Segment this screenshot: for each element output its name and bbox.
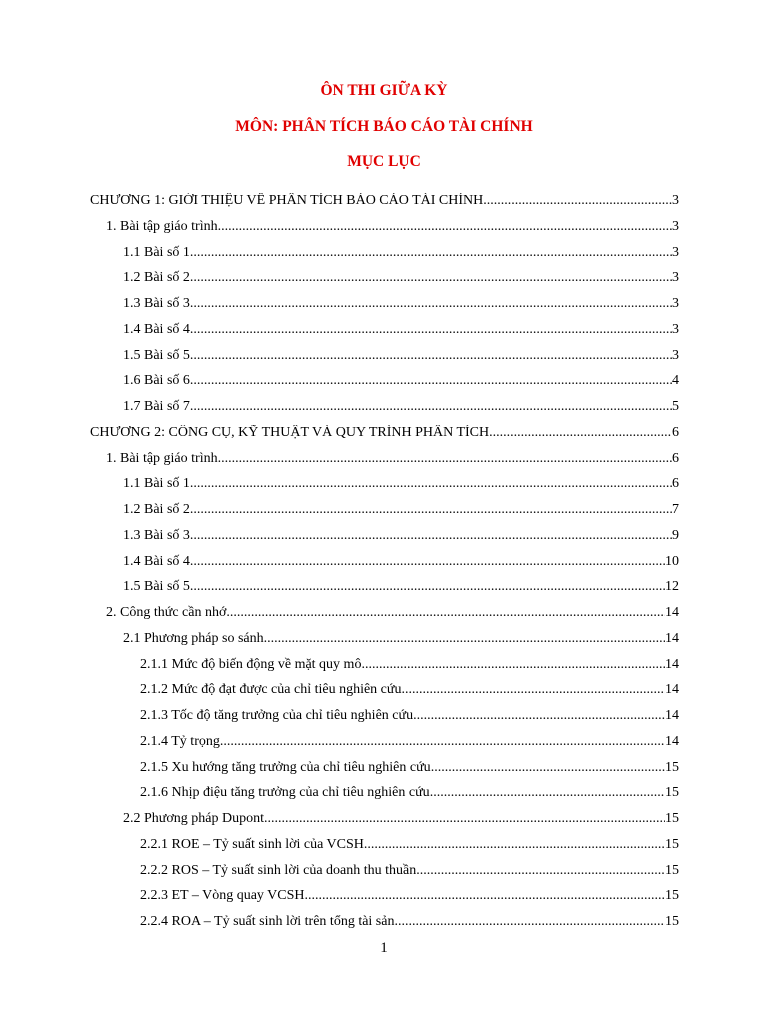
toc-entry[interactable] bbox=[90, 425, 679, 447]
toc-leader-dots bbox=[190, 270, 672, 286]
exam-title: ÔN THI GIỮA KỲ bbox=[320, 82, 448, 99]
toc-leader-dots bbox=[220, 734, 665, 750]
toc-entry-page: 3 bbox=[672, 193, 679, 208]
toc-leader-dots bbox=[190, 348, 672, 364]
toc-entry-label: 1.4 Bài số 4 bbox=[123, 321, 190, 337]
toc-entry-label: 2.1.1 Mức độ biến động về mặt quy mô bbox=[140, 656, 362, 672]
toc-entry-page: 15 bbox=[665, 836, 679, 852]
toc-entry-label: 2.1.3 Tốc độ tăng trưởng của chỉ tiêu nghiên cứu bbox=[140, 708, 414, 723]
toc-leader-dots bbox=[190, 399, 672, 415]
subject-title: MÔN: PHÂN TÍCH BÁO CÁO TÀI CHÍNH bbox=[235, 117, 533, 135]
toc-entry-page: 5 bbox=[672, 399, 679, 414]
toc-leader-dots bbox=[190, 528, 672, 544]
toc-entry-label: 2.1 Phương pháp so sánh bbox=[123, 630, 264, 646]
toc-entry[interactable] bbox=[123, 502, 679, 524]
toc-entry[interactable] bbox=[123, 528, 679, 550]
toc-entry-label: 1.6 Bài số 6 bbox=[123, 373, 190, 389]
toc-entry-label: 1.1 Bài số 1 bbox=[123, 476, 190, 492]
toc-entry-label: 1.1 Bài số 1 bbox=[123, 244, 190, 260]
toc-entry-label: 1.3 Bài số 3 bbox=[123, 527, 190, 543]
toc-entry-page: 15 bbox=[665, 811, 679, 826]
toc-entry-page: 15 bbox=[665, 914, 679, 929]
toc-entry-page: 15 bbox=[665, 785, 679, 801]
toc-entry-page: 4 bbox=[672, 373, 679, 389]
toc-leader-dots bbox=[394, 914, 665, 930]
toc-entry[interactable] bbox=[123, 554, 679, 576]
toc-entry[interactable] bbox=[123, 476, 679, 498]
toc-entry-label: 2. Công thức cần nhớ bbox=[106, 605, 227, 620]
toc-entry-label: 1. Bài tập giáo trình bbox=[106, 218, 218, 234]
toc-entry[interactable] bbox=[123, 631, 679, 653]
toc-entry[interactable] bbox=[123, 348, 679, 370]
toc-entry-label: CHƯƠNG 2: CÔNG CỤ, KỸ THUẬT VÀ QUY TRÌNH PHÂN TÍCH bbox=[90, 424, 490, 440]
toc-entry[interactable] bbox=[123, 245, 679, 267]
toc-leader-dots bbox=[190, 579, 665, 595]
toc-entry-label: 2.2.4 ROA – Tỷ suất sinh lời trên tổng tài sản bbox=[140, 914, 395, 929]
toc-leader-dots bbox=[483, 193, 672, 209]
toc-entry[interactable] bbox=[123, 811, 679, 833]
toc-leader-dots bbox=[489, 425, 672, 441]
toc-entry-page: 3 bbox=[672, 296, 679, 311]
toc-entry-label: 2.1.2 Mức độ đạt được của chỉ tiêu nghiên cứu bbox=[140, 682, 402, 698]
toc-entry[interactable] bbox=[123, 399, 679, 421]
toc-entry-page: 6 bbox=[672, 424, 679, 440]
toc-leader-dots bbox=[190, 502, 672, 518]
toc-entry[interactable] bbox=[140, 785, 679, 807]
toc-entry[interactable] bbox=[140, 914, 679, 936]
toc-entry-page: 3 bbox=[672, 218, 679, 234]
toc-entry-page: 3 bbox=[672, 244, 679, 260]
toc-entry-label: 1.3 Bài số 3 bbox=[123, 296, 190, 311]
toc-entry-page: 15 bbox=[665, 862, 679, 878]
toc-entry-page: 14 bbox=[665, 656, 679, 672]
toc-leader-dots bbox=[413, 708, 665, 724]
toc-leader-dots bbox=[190, 373, 672, 389]
toc-entry[interactable] bbox=[106, 219, 679, 241]
toc-leader-dots bbox=[190, 554, 665, 570]
toc-entry[interactable] bbox=[140, 863, 679, 885]
toc-leader-dots bbox=[190, 245, 672, 261]
toc-entry-page: 9 bbox=[672, 527, 679, 543]
toc-entry-page: 3 bbox=[672, 270, 679, 286]
toc-leader-dots bbox=[226, 605, 665, 621]
toc-entry-page: 6 bbox=[672, 450, 679, 466]
toc-heading: MỤC LỤC bbox=[347, 153, 421, 170]
toc-entry-page: 12 bbox=[665, 579, 679, 595]
toc-leader-dots bbox=[264, 631, 665, 647]
toc-leader-dots bbox=[402, 682, 666, 698]
toc-entry-page: 3 bbox=[672, 347, 679, 363]
toc-leader-dots bbox=[190, 296, 672, 312]
toc-entry[interactable] bbox=[123, 270, 679, 292]
toc-entry-label: 2.2.1 ROE – Tỷ suất sinh lời của VCSH bbox=[140, 836, 364, 852]
toc-entry-label: 1.5 Bài số 5 bbox=[123, 579, 190, 595]
toc-entry-label: 1.4 Bài số 4 bbox=[123, 553, 190, 569]
toc-entry[interactable] bbox=[106, 605, 679, 627]
toc-entry-label: 1.5 Bài số 5 bbox=[123, 347, 190, 363]
toc-entry[interactable] bbox=[140, 888, 679, 910]
toc-entry[interactable] bbox=[140, 708, 679, 730]
toc-entry-page: 14 bbox=[665, 630, 679, 646]
toc-entry[interactable] bbox=[106, 451, 679, 473]
toc-entry-page: 14 bbox=[665, 605, 679, 620]
toc-entry[interactable] bbox=[140, 837, 679, 859]
toc-entry-page: 3 bbox=[672, 321, 679, 337]
toc-entry-label: 2.1.5 Xu hướng tăng trưởng của chỉ tiêu nghiên cứu bbox=[140, 759, 431, 775]
toc-entry-label: 1.7 Bài số 7 bbox=[123, 399, 190, 414]
toc-leader-dots bbox=[218, 219, 672, 235]
toc-entry[interactable] bbox=[123, 322, 679, 344]
toc-leader-dots bbox=[190, 476, 672, 492]
toc-entry-label: 2.1.6 Nhịp điệu tăng trưởng của chỉ tiêu nghiên cứu bbox=[140, 785, 430, 801]
toc-entry-label: 2.1.4 Tỷ trọng bbox=[140, 733, 220, 749]
toc-entry[interactable] bbox=[123, 579, 679, 601]
toc-entry-label: 2.2.2 ROS – Tỷ suất sinh lời của doanh thu thuần bbox=[140, 862, 417, 878]
toc-entry[interactable] bbox=[140, 760, 679, 782]
title-block bbox=[0, 80, 768, 187]
toc-entry[interactable] bbox=[140, 657, 679, 679]
toc-entry-page: 6 bbox=[672, 476, 679, 492]
toc-entry-page: 14 bbox=[665, 733, 679, 749]
toc-entry-page: 7 bbox=[672, 502, 679, 517]
toc-leader-dots bbox=[416, 863, 665, 879]
toc-leader-dots bbox=[431, 760, 665, 776]
toc-entry-page: 14 bbox=[665, 682, 679, 698]
toc-entry-page: 15 bbox=[665, 759, 679, 775]
toc-leader-dots bbox=[364, 837, 665, 853]
toc-leader-dots bbox=[218, 451, 672, 467]
toc-entry-page: 15 bbox=[665, 888, 679, 904]
toc-leader-dots bbox=[264, 811, 665, 827]
toc-entry[interactable] bbox=[90, 193, 679, 215]
toc-leader-dots bbox=[190, 322, 672, 338]
toc-entry-label: 1.2 Bài số 2 bbox=[123, 270, 190, 286]
toc-leader-dots bbox=[430, 785, 665, 801]
toc-entry-label: CHƯƠNG 1: GIỚI THIỆU VỀ PHÂN TÍCH BÁO CÁO TÀI CHÍNH bbox=[90, 193, 484, 208]
toc-entry[interactable] bbox=[140, 734, 679, 756]
toc-leader-dots bbox=[361, 657, 665, 673]
toc-entry-label: 1.2 Bài số 2 bbox=[123, 502, 190, 517]
toc-leader-dots bbox=[305, 888, 665, 904]
toc-entry[interactable] bbox=[123, 296, 679, 318]
toc-entry-label: 2.2 Phương pháp Dupont bbox=[123, 811, 264, 826]
toc-entry-label: 1. Bài tập giáo trình bbox=[106, 450, 218, 466]
toc-entry-label: 2.2.3 ET – Vòng quay VCSH bbox=[140, 888, 305, 904]
page-number: 1 bbox=[380, 940, 388, 956]
toc-entry[interactable] bbox=[123, 373, 679, 395]
toc-entry[interactable] bbox=[140, 682, 679, 704]
toc-entry-page: 10 bbox=[665, 553, 679, 569]
toc-entry-page: 14 bbox=[665, 708, 679, 723]
